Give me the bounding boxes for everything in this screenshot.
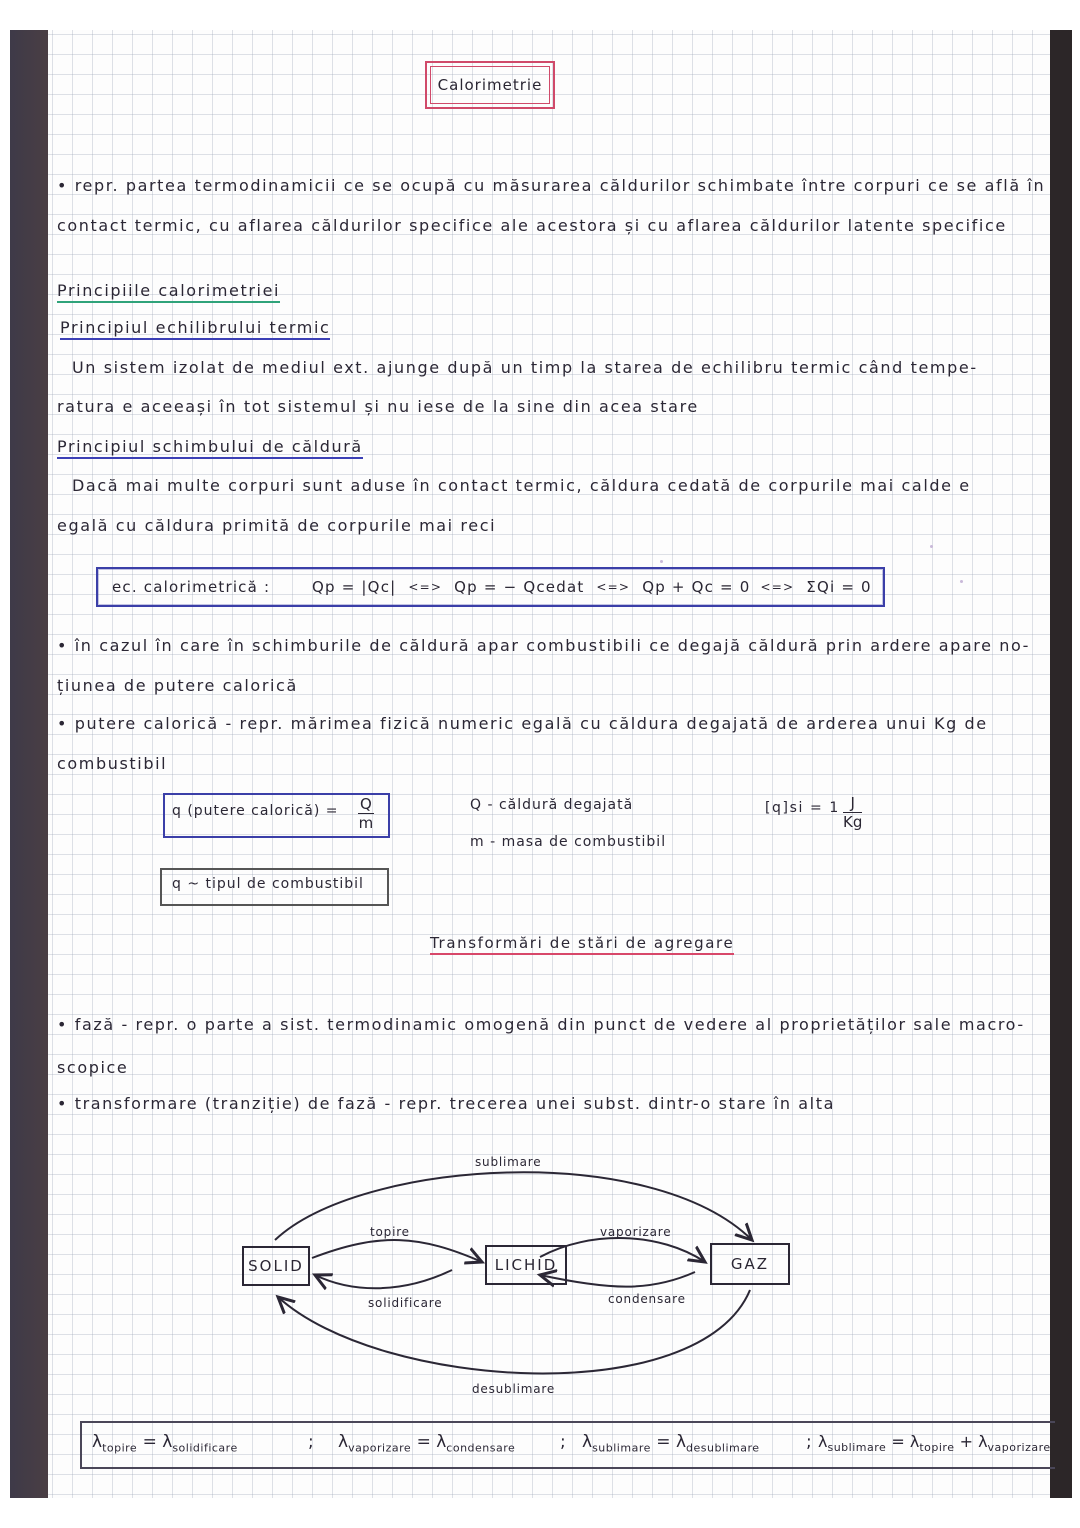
fraction-denominator: m xyxy=(358,814,374,832)
unit-numerator: J xyxy=(843,794,862,813)
fuel-line-1: • în cazul în care în schimburile de căldură apar combustibili ce degajă căldură prin ardere apare no- xyxy=(57,636,1031,655)
heat-exchange-heading: Principiul schimbului de căldură xyxy=(57,437,363,459)
fraction-numerator: Q xyxy=(360,795,372,813)
lambda-symbol: λ xyxy=(582,1432,593,1452)
separator: ; xyxy=(560,1432,566,1452)
si-unit: [q]si = 1 xyxy=(765,800,840,816)
relation-vaporizare-condensare xyxy=(338,1432,515,1454)
phase-line-3: • transformare (tranziție) de fază - repr. trecerea unei subst. dintr-o stare în alta xyxy=(57,1094,835,1113)
equals-sign: = xyxy=(142,1432,157,1452)
separator: ; xyxy=(308,1432,314,1452)
fuel-line-3: • putere calorică - repr. mărimea fizică numeric egală cu căldura degajată de arderea unui Kg de xyxy=(57,714,988,733)
state-liquid: LICHID xyxy=(485,1245,567,1285)
subscript: desublimare xyxy=(686,1441,760,1455)
heat-exchange-line-1: Dacă mai multe corpuri sunt aduse în contact termic, căldura cedată de corpurile mai calde e xyxy=(72,476,971,495)
subscript: sublimare xyxy=(827,1441,887,1455)
label-vaporizare: vaporizare xyxy=(600,1225,672,1239)
label-condensare: condensare xyxy=(608,1292,686,1306)
phase-transitions-heading: Transformări de stări de agregare xyxy=(430,934,734,955)
subscript: vaporizare xyxy=(348,1441,412,1455)
equivalence-symbol: <=> xyxy=(760,580,795,594)
subscript: topire xyxy=(919,1441,955,1455)
thermal-equilibrium-line-1: Un sistem izolat de mediul ext. ajunge după un timp la starea de echilibru termic când tempe- xyxy=(72,358,978,377)
fuel-type-dependency: q ~ tipul de combustibil xyxy=(172,876,364,892)
subscript: condensare xyxy=(446,1441,516,1455)
lambda-symbol: λ xyxy=(675,1432,686,1452)
equation-part: ΣQi = 0 xyxy=(806,578,872,596)
equals-sign: = xyxy=(891,1432,905,1451)
calorific-power-formula: q (putere calorică) = xyxy=(172,803,339,819)
equation-part: Qp = − Qcedat xyxy=(454,578,585,596)
unit-denominator: Kg xyxy=(843,813,863,831)
lambda-symbol: λ xyxy=(818,1432,828,1451)
phase-line-1: • fază - repr. o parte a sist. termodinamic omogenă din punct de vedere al proprietăților sale macro- xyxy=(57,1015,1025,1034)
lambda-symbol: λ xyxy=(978,1432,988,1451)
thermal-equilibrium-heading: Principiul echilibrului termic xyxy=(60,318,330,340)
separator: ; xyxy=(806,1432,812,1452)
fuel-line-2: țiunea de putere calorică xyxy=(57,676,298,695)
principles-heading: Principiile calorimetriei xyxy=(57,281,280,303)
lambda-symbol: λ xyxy=(436,1432,447,1452)
phase-line-2: scopice xyxy=(57,1058,129,1077)
equivalence-symbol: <=> xyxy=(596,580,631,594)
state-solid: SOLID xyxy=(242,1246,310,1286)
subscript: sublimare xyxy=(592,1441,651,1455)
legend-q: Q - căldură degajată xyxy=(470,797,634,813)
heat-exchange-line-2: egală cu căldura primită de corpurile mai reci xyxy=(57,516,497,535)
equivalence-symbol: <=> xyxy=(408,580,443,594)
state-gas: GAZ xyxy=(710,1243,790,1285)
plus-sign: + xyxy=(959,1432,973,1451)
intro-line-1: • repr. partea termodinamicii ce se ocupă cu măsurarea căldurilor schimbate între corpuri ce se află în xyxy=(57,176,1046,195)
page-title: Calorimetrie xyxy=(430,66,550,104)
equation-part: Qp + Qc = 0 xyxy=(642,578,751,596)
calorimetric-equation-label: ec. calorimetrică : xyxy=(112,578,271,596)
subscript: solidificare xyxy=(172,1441,238,1455)
label-sublimare: sublimare xyxy=(475,1155,542,1169)
lambda-symbol: λ xyxy=(338,1432,349,1452)
relation-topire-solidificare xyxy=(92,1432,238,1454)
subscript: vaporizare xyxy=(987,1441,1051,1455)
equals-sign: = xyxy=(656,1432,671,1452)
relation-sublimare-desublimare xyxy=(582,1432,760,1454)
equals-sign: = xyxy=(416,1432,431,1452)
equation-part: Qp = |Qc| xyxy=(312,578,397,596)
legend-m: m - masa de combustibil xyxy=(470,834,667,850)
lambda-symbol: λ xyxy=(162,1432,173,1452)
label-topire: topire xyxy=(370,1225,410,1239)
label-desublimare: desublimare xyxy=(472,1382,556,1396)
intro-line-2: contact termic, cu aflarea căldurilor specifice ale acestora și cu aflarea căldurilor latente specifice xyxy=(57,216,1007,235)
lambda-symbol: λ xyxy=(92,1432,103,1452)
lambda-symbol: λ xyxy=(909,1432,920,1451)
label-solidificare: solidificare xyxy=(368,1296,443,1310)
fuel-line-4: combustibil xyxy=(57,754,168,773)
relation-sublimare-sum xyxy=(818,1432,1051,1454)
subscript: topire xyxy=(102,1441,138,1455)
thermal-equilibrium-line-2: ratura e aceeași în tot sistemul și nu iese de la sine din acea stare xyxy=(57,397,699,416)
